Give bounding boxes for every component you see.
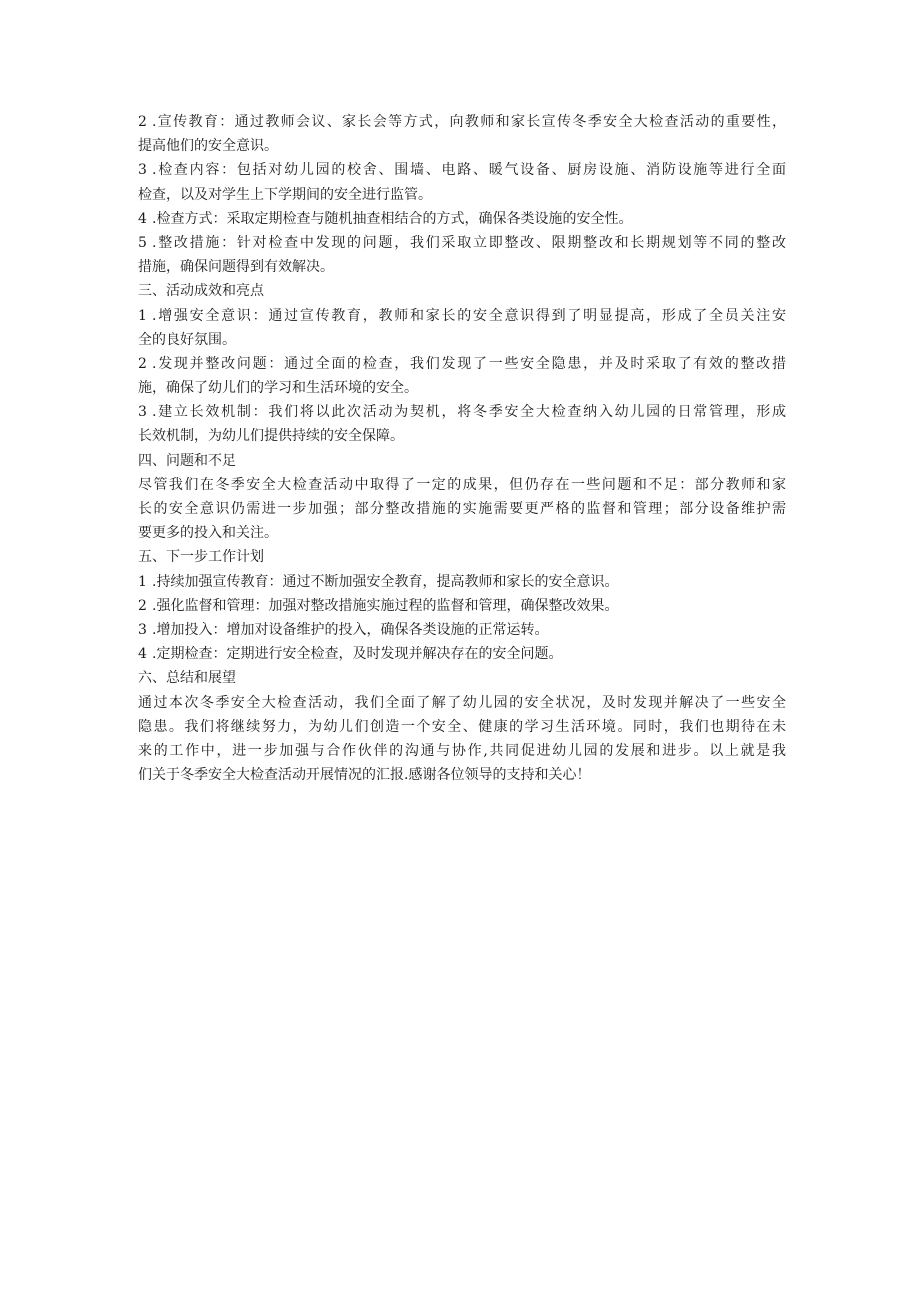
text-line [138, 231, 786, 255]
text-line [138, 691, 786, 715]
text-line [138, 642, 786, 666]
paragraph [138, 352, 786, 400]
text-line [138, 279, 786, 303]
line-text: .检查方式：采取定期检查与随机抽查相结合的方式，确保各类设施的安全性。 [152, 210, 633, 227]
line-text: .定期检查：定期进行安全检查，及时发现并解决存在的安全问题。 [152, 646, 563, 663]
line-text: 六、总结和展望 [138, 670, 236, 687]
line-text: .强化监督和管理：加强对整改措施实施过程的监督和管理，确保整改效果。 [152, 597, 619, 614]
text-line [138, 110, 786, 134]
text-line [138, 158, 786, 182]
line-text: 措施，确保问题得到有效解决。 [138, 259, 334, 276]
line-text: 三、活动成效和亮点 [138, 283, 264, 300]
paragraph [138, 279, 786, 303]
line-text: 尽管我们在冬季安全大检查活动中取得了一定的成果，但仍存在一些问题和不足：部分教师和家 [138, 476, 786, 493]
paragraph [138, 110, 786, 158]
line-text: .宣传教育：通过教师会议、家长会等方式，向教师和家长宣传冬季安全大检查活动的重要性， [152, 114, 786, 130]
text-line [138, 570, 786, 594]
document-body [138, 110, 786, 787]
list-number: 5 [138, 234, 147, 251]
paragraph [138, 594, 786, 618]
line-text: 隐患。我们将继续努力，为幼儿们创造一个安全、健康的学习生活环境。同时，我们也期待在未 [138, 718, 786, 735]
paragraph [138, 304, 786, 352]
line-text: .发现并整改问题：通过全面的检查，我们发现了一些安全隐患，并及时采取了有效的整改措 [152, 355, 786, 372]
text-line [138, 207, 786, 231]
line-text: 五、下一步工作计划 [138, 549, 264, 566]
text-line [138, 134, 786, 158]
text-line [138, 497, 786, 521]
text-line [138, 666, 786, 690]
text-line [138, 424, 786, 448]
list-number: 4 [138, 646, 147, 663]
text-line [138, 352, 786, 376]
text-line [138, 449, 786, 473]
line-text: 提高他们的安全意识。 [138, 138, 278, 155]
line-text: .增加投入：增加对设备维护的投入，确保各类设施的正常运转。 [152, 621, 549, 638]
line-text: .增强安全意识：通过宣传教育，教师和家长的安全意识得到了明显提高，形成了全员关注安 [152, 307, 786, 324]
line-text: 长的安全意识仍需进一步加强；部分整改措施的实施需要更严格的监督和管理；部分设备维护需 [138, 501, 786, 517]
paragraph [138, 666, 786, 690]
paragraph [138, 570, 786, 594]
text-line [138, 521, 786, 545]
paragraph [138, 158, 786, 206]
line-text: 要更多的投入和关注。 [138, 525, 278, 542]
line-text: .持续加强宣传教育：通过不断加强安全教育，提高教师和家长的安全意识。 [152, 573, 619, 590]
list-number: 3 [138, 162, 147, 179]
line-text: 通过本次冬季安全大检查活动，我们全面了解了幼儿园的安全状况，及时发现并解决了一些安全 [138, 694, 786, 711]
list-number: 2 [138, 355, 147, 372]
text-line [138, 545, 786, 569]
text-line [138, 376, 786, 400]
list-number: 3 [138, 621, 147, 638]
line-text: 四、问题和不足 [138, 452, 236, 469]
line-text: 检查，以及对学生上下学期间的安全进行监管。 [138, 186, 432, 203]
list-number: 1 [138, 573, 147, 590]
line-text: 施，确保了幼儿们的学习和生活环境的安全。 [138, 380, 418, 397]
text-line [138, 183, 786, 207]
list-number: 4 [138, 210, 147, 227]
line-text: 们关于冬季安全大检查活动开展情况的汇报.感谢各位领导的支持和关心！ [138, 767, 591, 784]
line-text: .建立长效机制：我们将以此次活动为契机，将冬季安全大检查纳入幼儿园的日常管理，形成 [152, 404, 786, 421]
text-line [138, 328, 786, 352]
list-number: 1 [138, 307, 147, 324]
text-line [138, 618, 786, 642]
text-line [138, 594, 786, 618]
paragraph [138, 473, 786, 546]
paragraph [138, 618, 786, 642]
text-line [138, 255, 786, 279]
paragraph [138, 207, 786, 231]
text-line [138, 763, 786, 787]
text-line [138, 473, 786, 497]
paragraph [138, 449, 786, 473]
list-number: 2 [138, 114, 147, 130]
text-line [138, 400, 786, 424]
list-number: 3 [138, 404, 147, 421]
line-text: .检查内容：包括对幼儿园的校舍、围墙、电路、暖气设备、厨房设施、消防设施等进行全面 [152, 162, 786, 179]
text-line [138, 739, 786, 763]
paragraph [138, 691, 786, 788]
paragraph [138, 642, 786, 666]
line-text: .整改措施：针对检查中发现的问题，我们采取立即整改、限期整改和长期规划等不同的整改 [152, 234, 786, 251]
list-number: 2 [138, 597, 147, 614]
line-text: 全的良好氛围。 [138, 331, 236, 348]
text-line [138, 304, 786, 328]
line-text: 来的工作中，进一步加强与合作伙伴的沟通与协作,共同促进幼儿园的发展和进步。以上就是我 [138, 742, 786, 759]
text-line [138, 715, 786, 739]
paragraph [138, 400, 786, 448]
paragraph [138, 231, 786, 279]
paragraph [138, 545, 786, 569]
line-text: 长效机制，为幼儿们提供持续的安全保障。 [138, 428, 404, 445]
